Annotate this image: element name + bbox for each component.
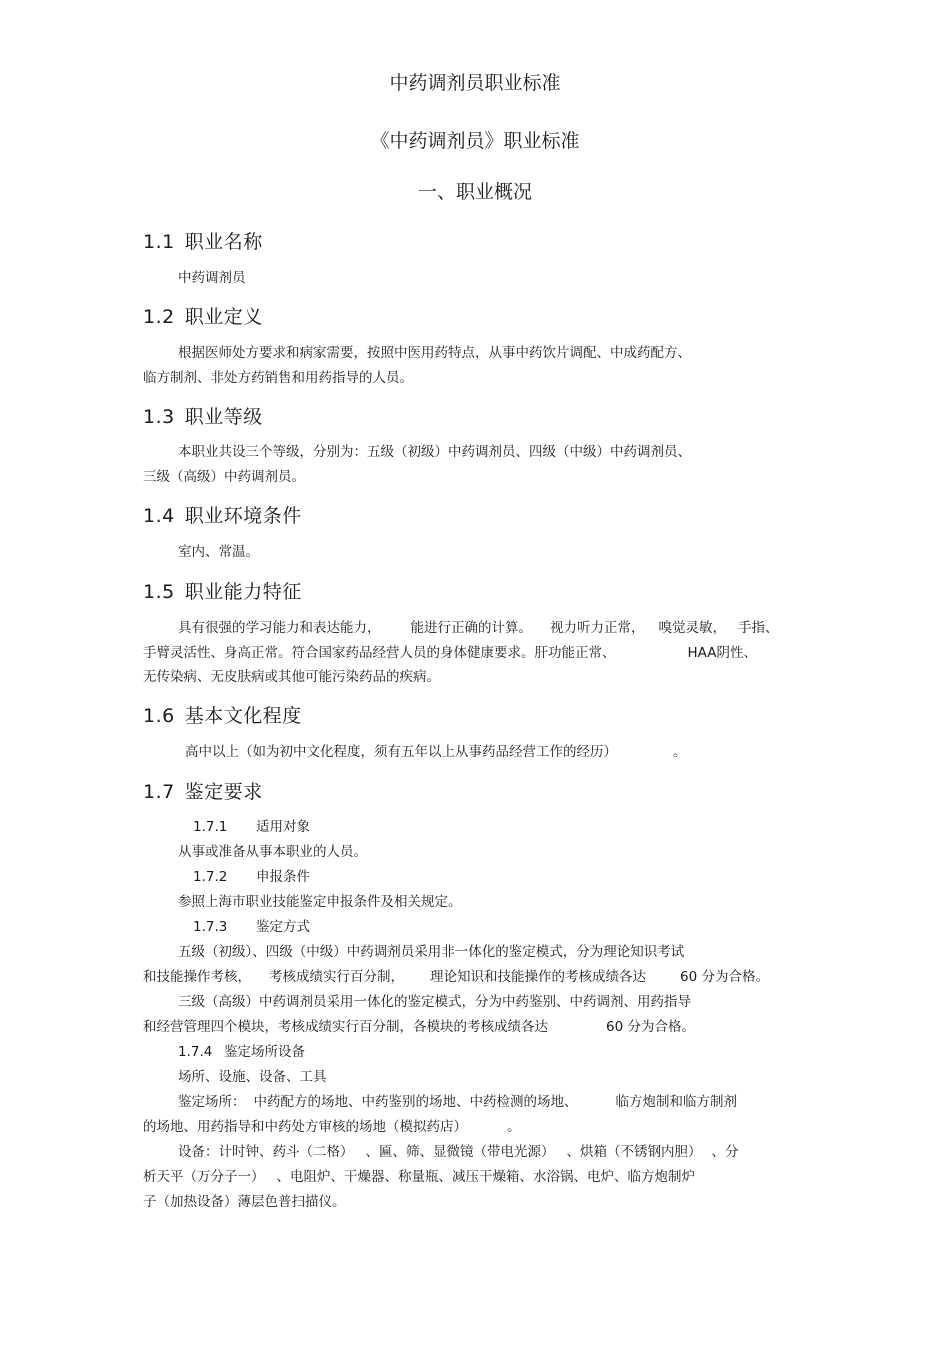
document-title: 中药调剂员职业标准 <box>389 72 561 94</box>
text-run: 。 <box>507 1119 521 1135</box>
paragraph-line: 中药调剂员 <box>178 270 246 286</box>
text-run: 考核成绩实行百分制， <box>269 969 404 985</box>
paragraph-line: 参照上海市职业技能鉴定申报条件及相关规定。 <box>178 894 462 910</box>
text-run: 具有很强的学习能力和表达能力， <box>178 620 381 636</box>
paragraph-line <box>143 1119 521 1135</box>
text-run: 手指、 <box>738 620 779 636</box>
text-run: 能进行正确的计算。 <box>410 620 532 636</box>
section-heading: 一、职业概况 <box>417 181 532 203</box>
text-run: 嗅觉灵敏， <box>658 620 726 636</box>
subheading-title: 鉴定方式 <box>256 919 310 935</box>
heading-1-1 <box>143 231 263 254</box>
subheading-1-7-3 <box>193 919 310 935</box>
subheading-number: 1.7.3 <box>193 919 228 935</box>
subheading-1-7-1 <box>193 819 310 835</box>
heading-1-3 <box>143 406 263 429</box>
heading-1-4 <box>143 505 302 528</box>
paragraph-line: 根据医师处方要求和病家需要，按照中医用药特点，从事中药饮片调配、中成药配方、 <box>178 345 691 361</box>
heading-title: 基本文化程度 <box>184 705 302 727</box>
heading-number: 1.7 <box>143 781 175 803</box>
heading-number: 1.1 <box>143 231 175 253</box>
paragraph-line: 三级（高级）中药调剂员。 <box>143 469 305 485</box>
heading-title: 职业定义 <box>184 306 263 328</box>
heading-title: 职业能力特征 <box>184 581 302 603</box>
text-run: 理论知识和技能操作的考核成绩各达 <box>430 969 646 985</box>
paragraph-line <box>143 1019 695 1035</box>
heading-title: 职业环境条件 <box>184 505 302 527</box>
paragraph-line: 临方制剂、非处方药销售和用药指导的人员。 <box>143 370 413 386</box>
subheading-title: 适用对象 <box>256 819 310 835</box>
text-run: 高中以上（如为初中文化程度，须有五年以上从事药品经营工作的经历） <box>185 744 617 760</box>
text-run: 的场地、用药指导和中药处方审核的场地（模拟药店） <box>143 1119 467 1135</box>
text-run: 、匾、筛、显微镜（带电光源） <box>365 1144 555 1160</box>
subheading-number: 1.7.4 <box>178 1044 213 1060</box>
heading-1-2 <box>143 306 263 329</box>
heading-number: 1.3 <box>143 406 175 428</box>
subheading-1-7-4 <box>178 1044 305 1060</box>
heading-title: 鉴定要求 <box>184 781 263 803</box>
subheading-number: 1.7.1 <box>193 819 228 835</box>
heading-title: 职业等级 <box>184 406 263 428</box>
heading-1-5 <box>143 581 302 604</box>
subheading-1-7-2 <box>193 869 310 885</box>
text-run: 临方炮制和临方制剂 <box>615 1094 737 1110</box>
paragraph-line: 室内、常温。 <box>178 544 259 560</box>
paragraph-line: 本职业共设三个等级，分别为：五级（初级）中药调剂员、四级（中级）中药调剂员、 <box>178 444 691 460</box>
text-run: 60 分为合格。 <box>606 1019 695 1035</box>
document-subtitle: 《中药调剂员》职业标准 <box>370 130 580 152</box>
paragraph-line <box>143 1169 695 1185</box>
paragraph-line <box>178 1094 737 1110</box>
paragraph-line: 从事或准备从事本职业的人员。 <box>178 844 367 860</box>
heading-number: 1.6 <box>143 705 175 727</box>
text-run: 60 分为合格。 <box>680 969 769 985</box>
subheading-number: 1.7.2 <box>193 869 228 885</box>
paragraph-line <box>185 744 687 760</box>
text-run: 视力听力正常， <box>550 620 645 636</box>
heading-1-7 <box>143 781 263 804</box>
heading-1-6 <box>143 705 302 728</box>
text-run: 鉴定场所： <box>178 1094 246 1110</box>
paragraph-line: 五级（初级）、四级（中级）中药调剂员采用非一体化的鉴定模式，分为理论知识考试 <box>178 944 685 960</box>
subheading-title: 申报条件 <box>256 869 310 885</box>
paragraph-line: 三级（高级）中药调剂员采用一体化的鉴定模式，分为中药鉴别、中药调剂、用药指导 <box>178 994 691 1010</box>
paragraph-line <box>178 1144 739 1160</box>
paragraph-line <box>143 645 757 661</box>
text-run: 析天平（万分子一） <box>143 1169 265 1185</box>
text-run: 。 <box>673 744 687 760</box>
heading-number: 1.2 <box>143 306 175 328</box>
text-run: 、分 <box>711 1144 739 1160</box>
text-run: HAA阴性、 <box>687 645 757 661</box>
heading-title: 职业名称 <box>184 231 263 253</box>
heading-number: 1.5 <box>143 581 175 603</box>
text-run: 中药配方的场地、中药鉴别的场地、中药检测的场地、 <box>253 1094 578 1110</box>
text-run: 手臂灵活性、身高正常。符合国家药品经营人员的身体健康要求。肝功能正常、 <box>143 645 616 661</box>
paragraph-line: 无传染病、无皮肤病或其他可能污染药品的疾病。 <box>143 669 440 685</box>
heading-number: 1.4 <box>143 505 175 527</box>
text-run: 、电阻炉、干燥器、称量瓶、减压干燥箱、水浴锅、电炉、临方炮制炉 <box>276 1169 695 1185</box>
paragraph-line <box>178 620 779 636</box>
text-run: 和经营管理四个模块，考核成绩实行百分制，各模块的考核成绩各达 <box>143 1019 548 1035</box>
text-run: 设备：计时钟、药斗（二格） <box>178 1144 354 1160</box>
subheading-title: 鉴定场所设备 <box>224 1044 305 1060</box>
text-run: 和技能操作考核， <box>143 969 251 985</box>
text-run: 、烘箱（不锈钢内胆） <box>566 1144 702 1160</box>
paragraph-line: 子（加热设备）薄层色普扫描仪。 <box>143 1194 346 1210</box>
paragraph-line <box>143 969 769 985</box>
paragraph-line: 场所、设施、设备、工具 <box>178 1069 327 1085</box>
